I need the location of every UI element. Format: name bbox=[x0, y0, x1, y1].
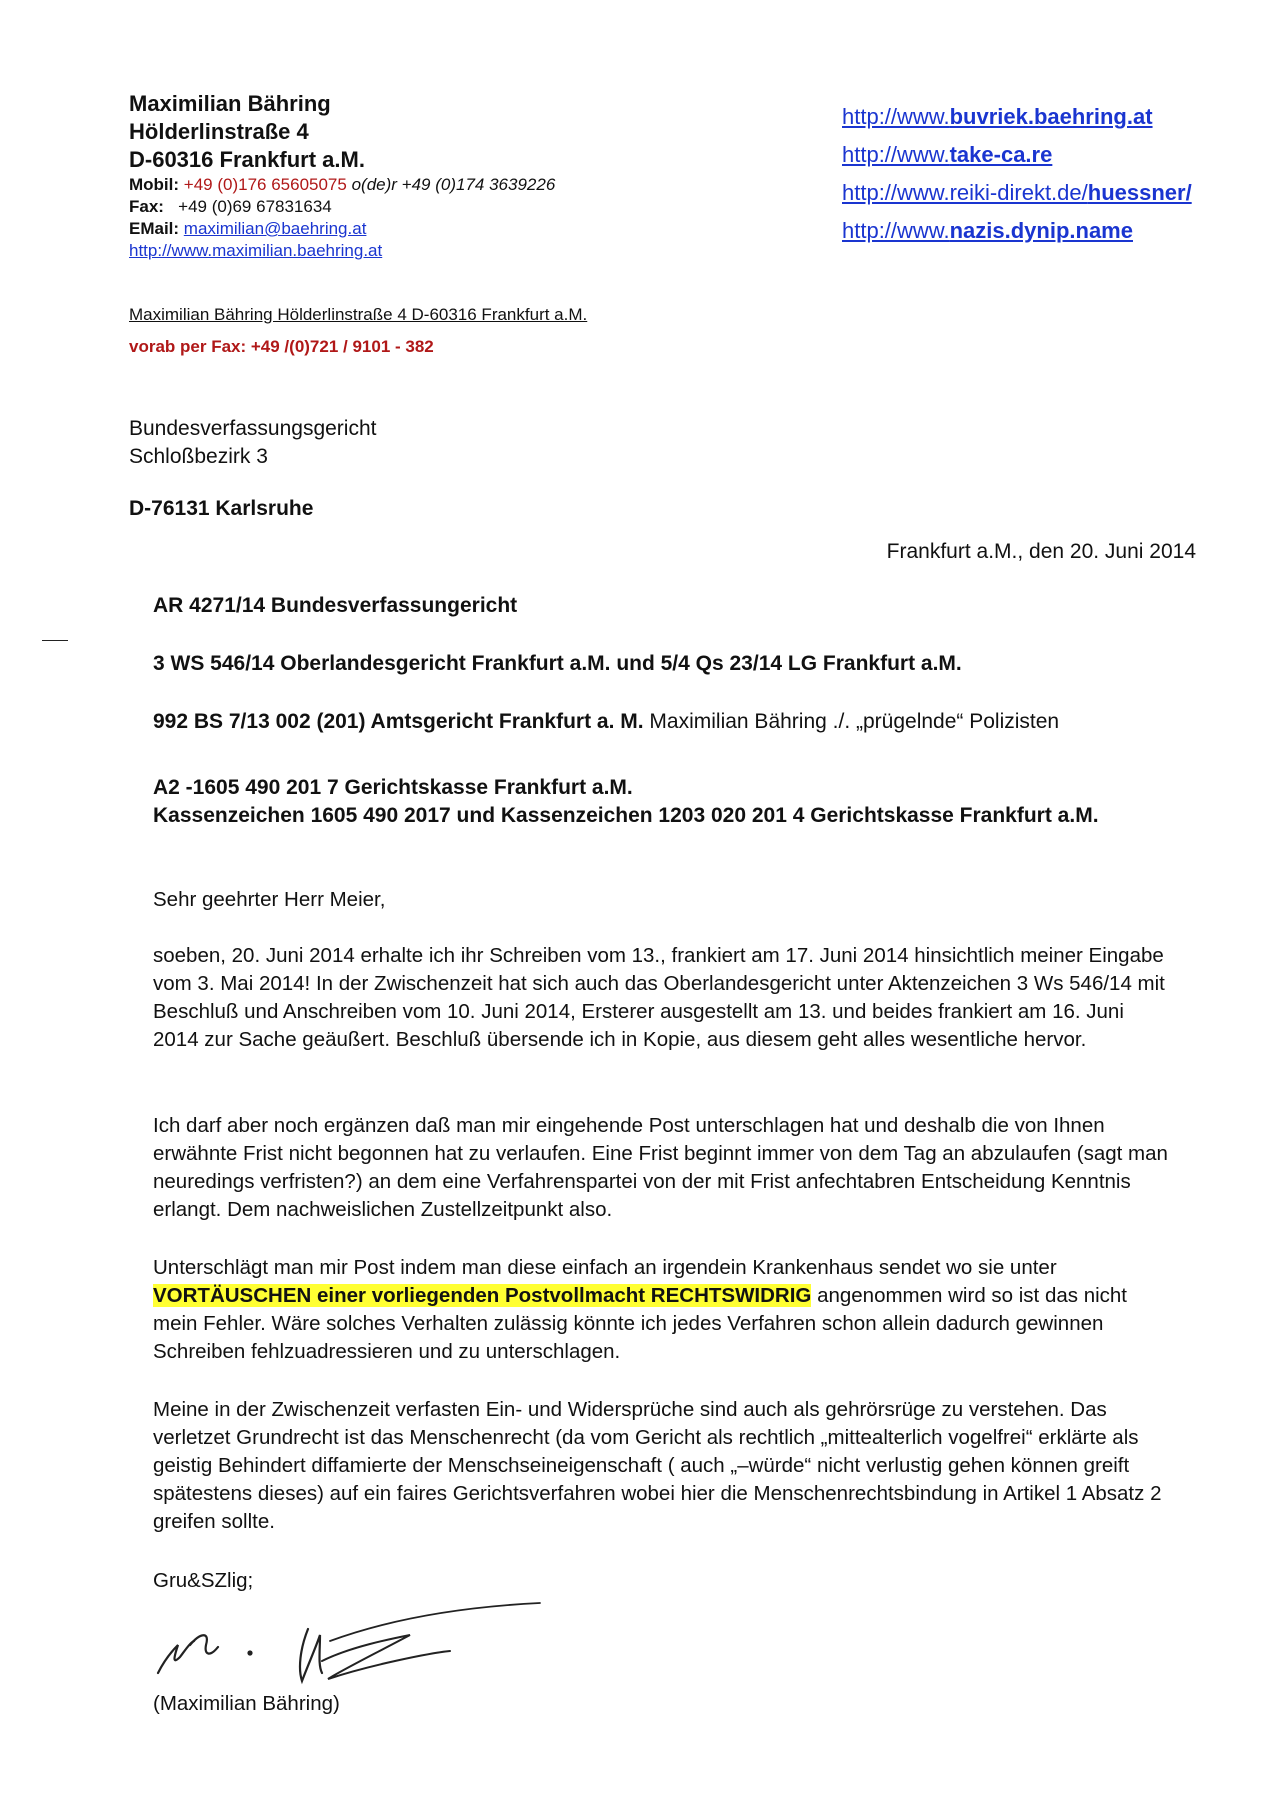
sender-fax-line bbox=[129, 196, 555, 218]
return-address: Maximilian Bähring Hölderlinstraße 4 D-60316 Frankfurt a.M. bbox=[129, 305, 588, 324]
fax-number: +49 (0)69 67831634 bbox=[178, 197, 332, 216]
fax-note: vorab per Fax: +49 /(0)721 / 9101 - 382 bbox=[129, 337, 434, 356]
sender-mobil-line bbox=[129, 174, 555, 196]
mobil-label: Mobil: bbox=[129, 175, 180, 194]
paragraph-1 bbox=[153, 942, 1173, 1054]
reference-3 bbox=[153, 710, 1059, 734]
paragraph-3 bbox=[153, 1254, 1173, 1366]
website-link[interactable]: http://www.maximilian.baehring.at bbox=[129, 241, 383, 260]
paragraph-2 bbox=[153, 1112, 1173, 1224]
sender-website-line bbox=[129, 240, 555, 262]
email-link[interactable]: maximilian@baehring.at bbox=[183, 219, 367, 238]
reference-4b: Kassenzeichen 1605 490 2017 und Kassenzeichen 1203 020 201 4 Gerichtskasse Frankfurt a.M. bbox=[153, 804, 1099, 827]
paragraph-3-end: angenommen wird so ist das nicht mein Fehler. Wäre solches Verhalten zulässig könnte ich jedes Verfahren schon allein dadurch gewinnen Schreiben fehlzuadressieren und zu unterschlagen. bbox=[153, 1284, 1128, 1363]
link-reiki[interactable]: http://www.reiki-direkt.de/huessner/ bbox=[842, 180, 1192, 205]
reference-4 bbox=[153, 774, 1099, 830]
closing: Gru&SZlig; bbox=[153, 1569, 254, 1592]
reference-4a: A2 -1605 490 201 7 Gerichtskasse Frankfurt a.M. bbox=[153, 776, 633, 799]
sender-block bbox=[129, 90, 555, 262]
reference-3-normal: Maximilian Bähring ./. „prügelnde“ Polizisten bbox=[643, 710, 1060, 733]
link-buvriek[interactable]: http://www.buvriek.baehring.at bbox=[842, 104, 1153, 129]
recipient-block bbox=[129, 415, 376, 471]
sender-email-line bbox=[129, 218, 555, 240]
signature-icon bbox=[150, 1595, 550, 1691]
mobil-or: o(de)r bbox=[351, 175, 397, 194]
paragraph-2-text: Ich darf aber noch ergänzen daß man mir eingehende Post unterschlagen hat und deshalb die von Ihnen erwähnte Frist nicht begonnen hat zu verlaufen. Eine Frist beginnt immer von dem Tag an abzulaufen (sagt man neuredings verfristen?) an dem eine Verfahrenspartei von der mit Frist anfechtabren Entscheidung Kenntnis erlangt. Dem nachweislichen Zustellzeitpunkt also. bbox=[153, 1114, 1168, 1221]
paragraph-3-highlight: VORTÄUSCHEN einer vorliegenden Postvollmacht RECHTSWIDRIG bbox=[153, 1284, 812, 1307]
paragraph-3-start: Unterschlägt man mir Post indem man diese einfach an irgendein Krankenhaus sendet wo sie unter bbox=[153, 1256, 1057, 1279]
letter-date: Frankfurt a.M., den 20. Juni 2014 bbox=[886, 540, 1196, 563]
link-take-care[interactable]: http://www.take-ca.re bbox=[842, 142, 1053, 167]
sender-street: Hölderlinstraße 4 bbox=[129, 119, 309, 144]
fold-mark bbox=[42, 640, 68, 641]
recipient-city: D-76131 Karlsruhe bbox=[129, 497, 314, 520]
recipient-line-2: Schloßbezirk 3 bbox=[129, 445, 268, 468]
reference-3-bold: 992 BS 7/13 002 (201) Amtsgericht Frankfurt a. M. bbox=[153, 710, 644, 733]
sender-name: Maximilian Bähring bbox=[129, 91, 331, 116]
paragraph-4 bbox=[153, 1396, 1173, 1536]
recipient-line-1: Bundesverfassungsgericht bbox=[129, 417, 377, 440]
link-nazis[interactable]: http://www.nazis.dynip.name bbox=[842, 218, 1133, 243]
mobil-number-1: +49 (0)176 65605075 bbox=[183, 175, 347, 194]
email-label: EMail: bbox=[129, 219, 180, 238]
paragraph-1-text: soeben, 20. Juni 2014 erhalte ich ihr Schreiben vom 13., frankiert am 17. Juni 2014 hinsichtlich meiner Eingabe vom 3. Mai 2014! In der Zwischenzeit hat sich auch das Oberlandesgericht unter Aktenzeichen 3 Ws 546/14 mit Beschluß und Anschreiben vom 10. Juni 2014, Ersterer ausgestellt am 13. und beides frankiert am 16. Juni 2014 zur Sache geäußert. Beschluß übersende ich in Kopie, aus diesem geht alles wesentliche hervor. bbox=[153, 944, 1165, 1051]
reference-2: 3 WS 546/14 Oberlandesgericht Frankfurt a.M. und 5/4 Qs 23/14 LG Frankfurt a.M. bbox=[153, 652, 962, 675]
fax-label: Fax: bbox=[129, 197, 164, 216]
sender-city: D-60316 Frankfurt a.M. bbox=[129, 147, 365, 172]
paragraph-4-text: Meine in der Zwischenzeit verfasten Ein- und Widersprüche sind auch als gehrörsrüge zu verstehen. Das verletzet Grundrecht ist das Menschenrecht (da vom Gericht als rechtlich „mittealterlich vogelfrei“ erklärte als geistig Behindert diffamierte der Menschseineigenschaft ( auch „–würde“ nicht verlustig gehen können greift spätestens dieses) auf ein faires Gerichtsverfahren wobei hier die Menschenrechtsbindung in Artikel 1 Absatz 2 greifen sollte. bbox=[153, 1398, 1162, 1533]
header-links bbox=[842, 98, 1192, 250]
signature-name: (Maximilian Bähring) bbox=[153, 1692, 340, 1715]
salutation: Sehr geehrter Herr Meier, bbox=[153, 888, 386, 911]
reference-1: AR 4271/14 Bundesverfassungericht bbox=[153, 594, 518, 617]
mobil-number-2: +49 (0)174 3639226 bbox=[401, 175, 556, 194]
